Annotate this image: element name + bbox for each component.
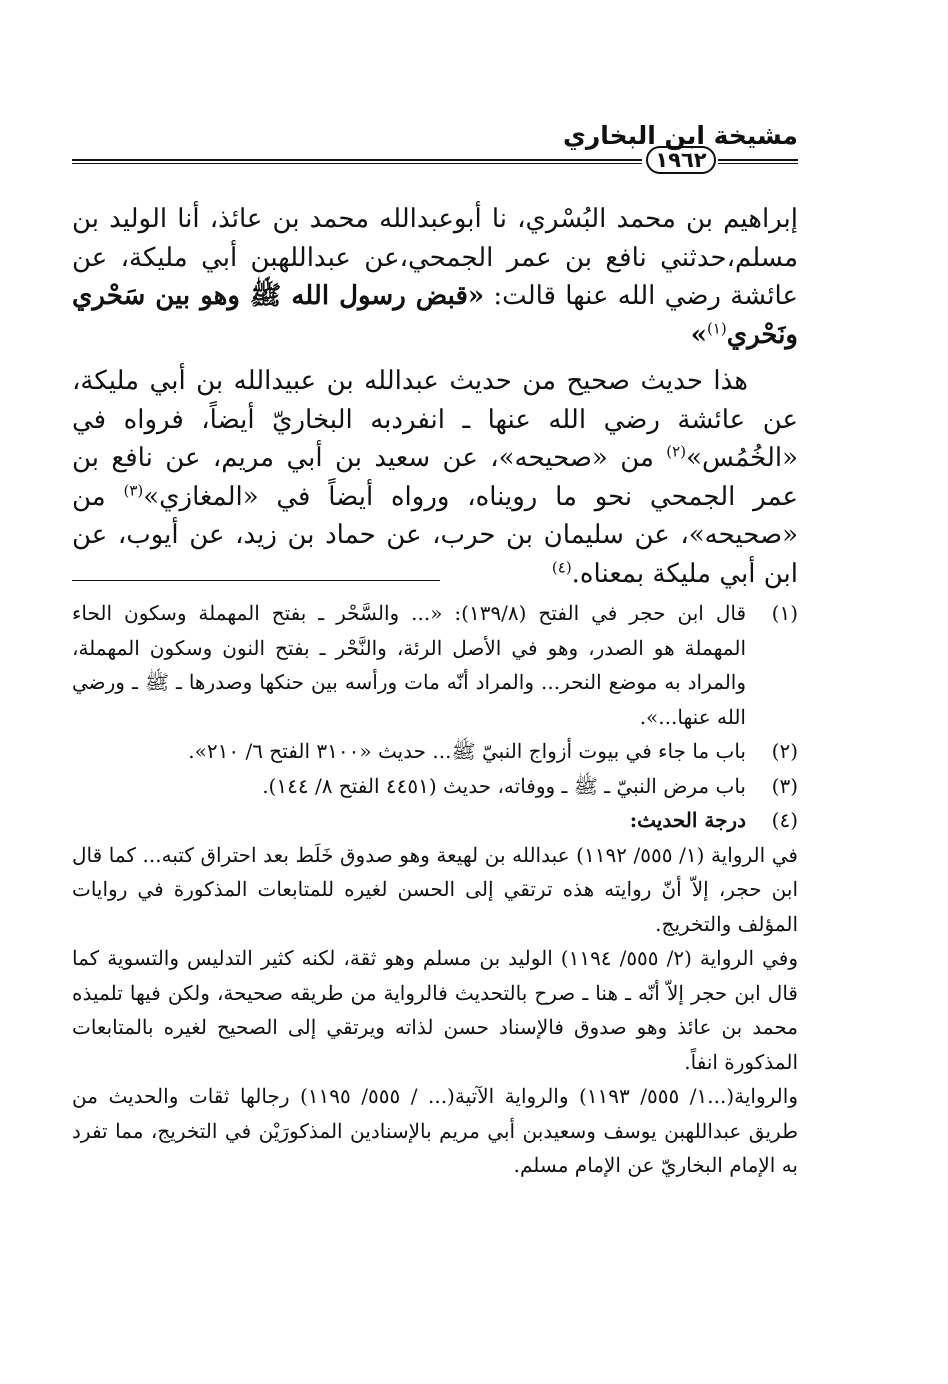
footnote-number: (٢) xyxy=(771,739,798,763)
hadith-quote-close: » xyxy=(690,319,707,350)
hadith-grade-body xyxy=(72,838,798,1183)
footnote-ref-3[interactable]: (٣) xyxy=(123,480,144,499)
footnote-3 xyxy=(72,769,798,804)
footnote-number: (٤) xyxy=(771,808,798,832)
commentary-part-c: من «صحيحه»، عن سليمان بن حرب، عن حماد بن زيد، عن أيوب، عن ابن أبي مليكة بمعناه. xyxy=(72,481,798,589)
grade-paragraph: والرواية(...١/ ٥٥٥/ ١١٩٣) والرواية الآتية(... / ٥٥٥/ ١١٩٥) رجالها ثقات والحديث من طريق عبداللهبن يوسف وسعيدبن أبي مريم بالإسنادين المذكورَيْن في التخريج، مما تفرد به الإمام البخاريّ عن الإمام مسلم. xyxy=(72,1084,798,1177)
commentary-part-a: هذا حديث صحيح من حديث عبدالله بن عبيدالله بن أبي مليكة، عن عائشة رضي الله عنها ـ انفردبه البخاريّ أيضاً، فرواه في «الخُمُس» xyxy=(72,366,798,473)
footnotes xyxy=(72,596,798,1183)
main-text xyxy=(72,200,798,601)
footnote-4 xyxy=(72,803,798,838)
hadith-quote: «قبض رسول الله ﷺ وهو بين سَحْري ونَحْري xyxy=(72,281,798,350)
grade-paragraph: في الرواية (١/ ٥٥٥/ ١١٩٢) عبدالله بن لهيعة وهو صدوق خَلَط بعد احتراق كتبه... كما قال ابن حجر، إلاّ أنّ روايته هذه ترتقي إلى الحسن لغيره للمتابعات المذكورة في روايات المؤلف والتخريج. xyxy=(72,842,798,936)
running-title: مشيخة ابن البخاري xyxy=(562,121,798,150)
footnote-separator xyxy=(72,580,440,581)
grade-paragraph: وفي الرواية (٢/ ٥٥٥/ ١١٩٤) الوليد بن مسلم وهو ثقة، لكنه كثير التدليس والتسوية كما قال ابن حجر إلاّ أنّه ـ هنا ـ صرح بالتحديث فالرواية من طريقه صحيحة، ولكن فيها تلميذه محمد بن عائذ وهو صدوق فالإسناد حسن لذاته ويرتقي إلى الصحيح لغيره بالمتابعات المذكورة انفاً. xyxy=(72,946,798,1074)
footnote-text: باب مرض النبيّ ـ ﷺ ـ ووفاته، حديث (٤٤٥١ الفتح ٨/ ١٤٤). xyxy=(262,773,746,798)
footnote-text: باب ما جاء في بيوت أزواج النبيّ ﷺ... حديث «٣١٠٠ الفتح ٦/ ٢١٠». xyxy=(188,739,746,763)
footnote-1 xyxy=(72,596,798,734)
header-rule xyxy=(72,146,798,176)
paragraph-isnad xyxy=(72,200,798,354)
isnad-text: إبراهيم بن محمد البُسْري، نا أبوعبدالله محمد بن عائذ، أنا الوليد بن مسلم،حدثني نافع بن عمر الجمحي،عن عبداللهبن أبي مليكة، عن عائشة رضي الله عنها قالت: xyxy=(72,204,798,311)
header-rule-right xyxy=(718,159,798,164)
commentary-part-b: من «صحيحه»، عن سعيد بن أبي مريم، عن نافع بن عمر الجمحي نحو ما رويناه، ورواه أيضاً في «المغازي» xyxy=(72,443,798,512)
footnote-2 xyxy=(72,734,798,769)
header-rule-left xyxy=(72,159,642,164)
page-content xyxy=(72,0,798,1384)
footnote-ref-2[interactable]: (٢) xyxy=(666,442,687,461)
footnote-ref-1[interactable]: (١) xyxy=(706,318,727,337)
footnote-number: (١) xyxy=(771,601,798,625)
hadith-grade-heading: درجة الحديث: xyxy=(629,808,746,832)
paragraph-commentary xyxy=(72,362,798,593)
footnote-text: قال ابن حجر في الفتح (١٣٩/٨): «... والسَّحْر ـ بفتح المهملة وسكون الحاء المهملة هو الصدر، وهو في الأصل الرئة، والنَّحْر ـ بفتح النون وسكون المهملة، والمراد به موضع النحر... والمراد أنّه مات ورأسه بين حنكها وصدرها ـ ﷺ ـ ورضي الله عنها...». xyxy=(72,601,747,729)
footnote-ref-4[interactable]: (٤) xyxy=(551,557,572,576)
footnote-number: (٣) xyxy=(771,773,798,798)
page-number: ١٩٦٢ xyxy=(646,146,716,174)
